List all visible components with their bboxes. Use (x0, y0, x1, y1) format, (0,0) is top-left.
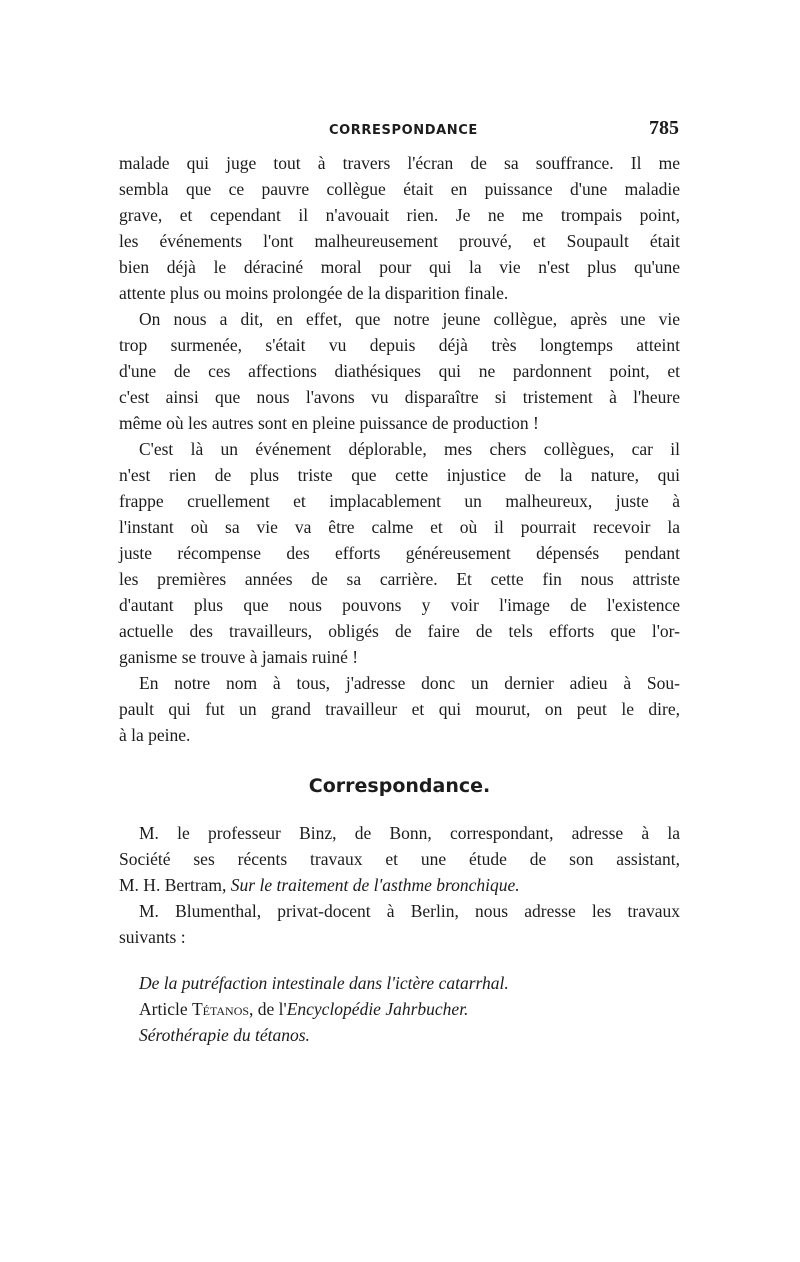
works-list (139, 970, 659, 1048)
text-line: trop surmenée, s'était vu depuis déjà très longtemps atteint (119, 335, 680, 355)
text-line: malade qui juge tout à travers l'écran de sa souffrance. Il me (119, 153, 680, 173)
item-work-title: Encyclopédie Jahrbucher. (286, 999, 469, 1019)
text-line: C'est là un événement déplorable, mes chers collègues, car il (139, 439, 680, 459)
text-line: c'est ainsi que nous l'avons vu disparaître si tristement à l'heure (119, 387, 680, 407)
list-item: De la putréfaction intestinale dans l'ictère catarrhal. (139, 973, 509, 993)
text-line: M. le professeur Binz, de Bonn, correspondant, adresse à la (139, 823, 680, 843)
item-caps-title: Tétanos (191, 999, 250, 1019)
page-number: 785 (649, 117, 679, 139)
text-line: frappe cruellement et implacablement un malheureux, juste à (119, 491, 680, 511)
text-line: juste récompense des efforts généreusement dépensés pendant (119, 543, 680, 563)
text-line (119, 872, 680, 898)
text-line: pault qui fut un grand travailleur et qui mourut, on peut le dire, (119, 699, 680, 719)
list-item: Sérothérapie du tétanos. (139, 1025, 310, 1045)
page-header (119, 117, 679, 147)
text-line: actuelle des travailleurs, obligés de faire de tels efforts que l'or- (119, 621, 680, 641)
text-line: grave, et cependant il n'avouait rien. Je ne me trompais point, (119, 205, 680, 225)
section-heading: Correspondance. (308, 775, 491, 797)
text-line: ganisme se trouve à jamais ruiné ! (119, 647, 359, 667)
bertram-work-title: Sur le traitement de l'asthme bronchique. (230, 875, 520, 895)
running-title: CORRESPONDANCE (329, 123, 478, 138)
text-line: l'instant où sa vie va être calme et où il pourrait recevoir la (119, 517, 680, 537)
text-line: sembla que ce pauvre collègue était en puissance d'une maladie (119, 179, 680, 199)
text-line: attente plus ou moins prolongée de la disparition finale. (119, 283, 509, 303)
text-line: Société ses récents travaux et une étude de son assistant, (119, 849, 680, 869)
item-prefix: Article (139, 999, 192, 1019)
text-line: suivants : (119, 927, 186, 947)
text-line: M. Blumenthal, privat-docent à Berlin, nous adresse les travaux (139, 901, 680, 921)
text-line: d'une de ces affections diathésiques qui ne pardonnent point, et (119, 361, 680, 381)
text-line: d'autant plus que nous pouvons y voir l'image de l'existence (119, 595, 680, 615)
list-item (139, 996, 659, 1022)
text-line: n'est rien de plus triste que cette injustice de la nature, qui (119, 465, 680, 485)
text-line: bien déjà le déraciné moral pour qui la vie n'est plus qu'une (119, 257, 680, 277)
obituary-text (119, 150, 680, 748)
bertram-prefix: M. H. Bertram, (119, 875, 231, 895)
text-line: En notre nom à tous, j'adresse donc un dernier adieu à Sou- (139, 673, 680, 693)
item-mid: , de l' (249, 999, 287, 1019)
text-line: On nous a dit, en effet, que notre jeune collègue, après une vie (139, 309, 680, 329)
correspondence-text (119, 820, 680, 950)
text-line: même où les autres sont en pleine puissance de production ! (119, 413, 539, 433)
text-line: les événements l'ont malheureusement prouvé, et Soupault était (119, 231, 680, 251)
text-line: les premières années de sa carrière. Et cette fin nous attriste (119, 569, 680, 589)
text-line: à la peine. (119, 725, 191, 745)
